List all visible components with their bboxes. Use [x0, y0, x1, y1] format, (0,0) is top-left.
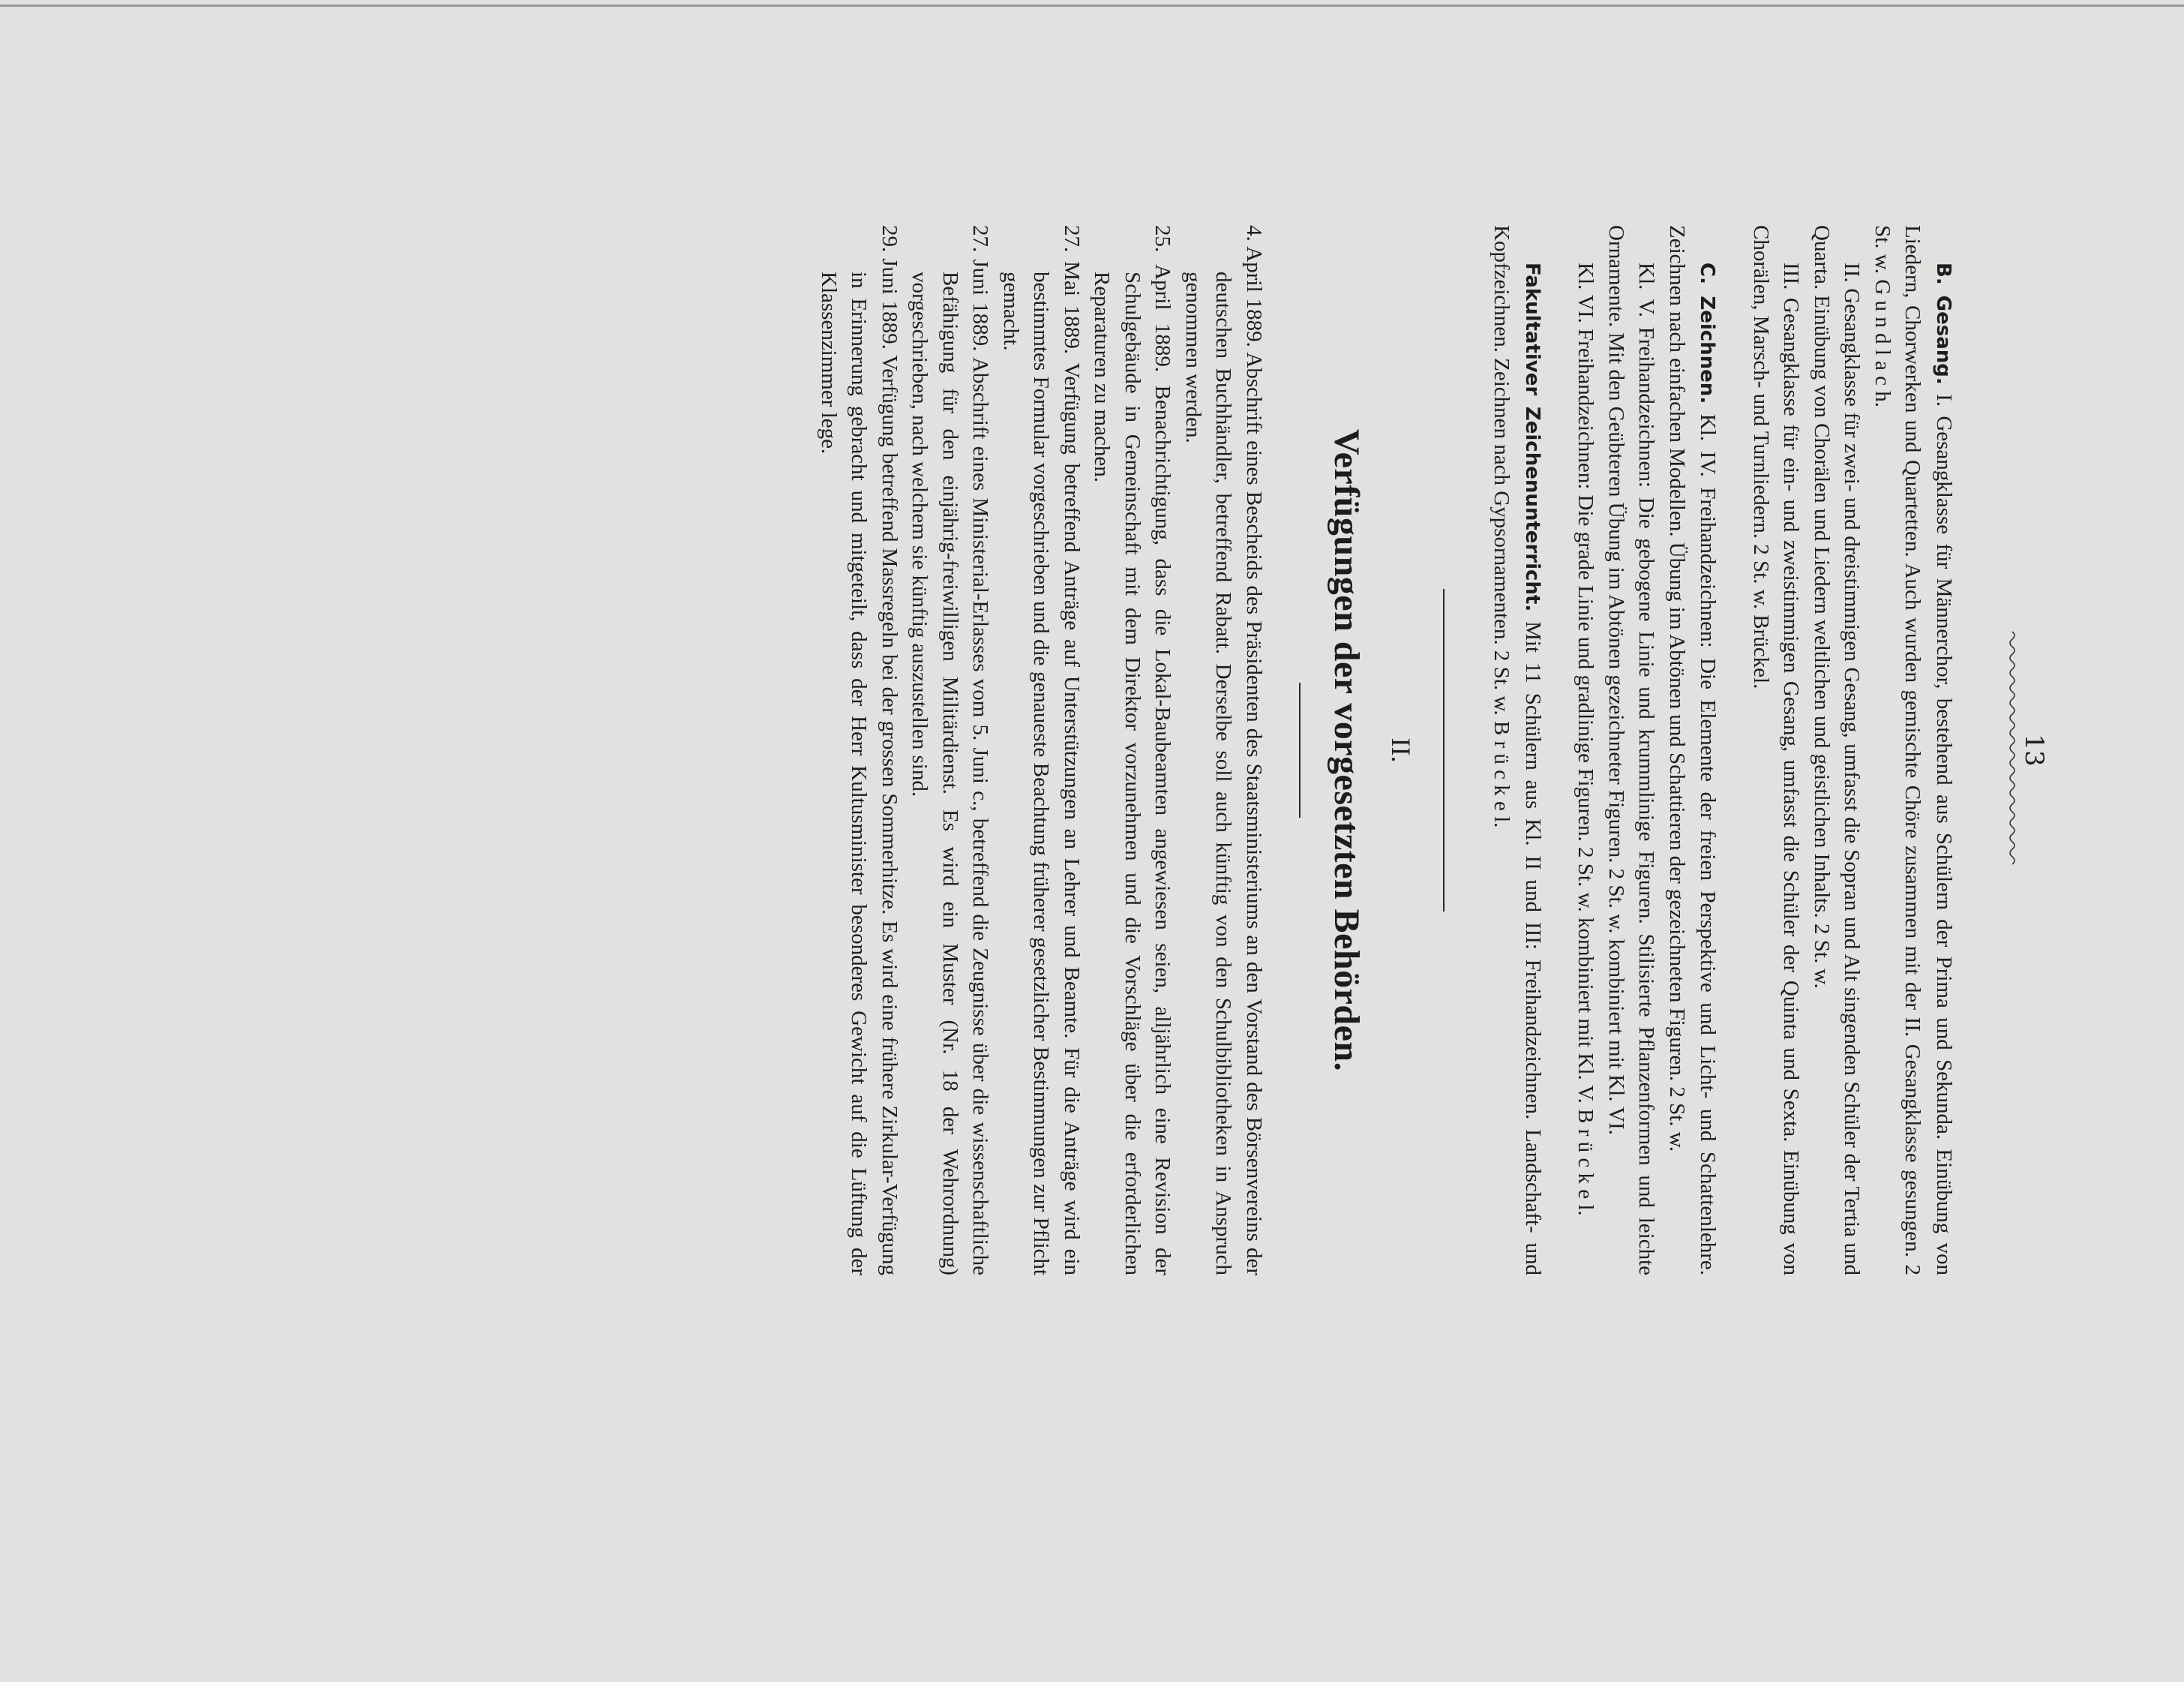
gesang-lead: B. Gesang.	[1932, 263, 1954, 385]
zeichnen-lead: C. Zeichnen.	[1696, 263, 1719, 404]
verfuegung-text: Benachrichtigung, dass die Lokal-Baubeamten angewiesen seien, alljährlich eine Revision der Schulgebäude in Gemeinschaft mit dem Direktor vorzunehmen und die Vorschläge über die erforderlichen Reparaturen zu machen.	[1090, 272, 1175, 1275]
gesang-paragraph-2: II. Gesangklasse für zwei- und dreistimmigen Gesang, umfasst die Sopran und Alt singenden Schüler der Tertia und Quarta. Einübung von Chorälen und Liedern weltlichen und geistlichen Inhalts. 2 St. w.	[1810, 225, 1864, 1275]
fakultativ-lead: Fakultativer Zeichenunterricht.	[1521, 263, 1544, 612]
ornamental-squiggle-rule	[2007, 630, 2018, 870]
zeichnen-paragraph-2: Kl. V. Freihandzeichnen: Die gebogene Linie und krummlinige Figuren. Stilisierte Pflanzenformen und leichte Ornamente. Mit den Geübteren Übung im Abtönen gezeichneter Figuren. 2 St. w. kombiniert mit Kl. VI.	[1604, 225, 1659, 1275]
verfuegung-text: Verfügung betreffend Massregeln bei der grossen Sommerhitze. Es wird eine frühere Zirkular-Verfügung in Erinnerung gebracht und mitgeteilt, dass der Herr Kultusminister besonderes Gewicht auf die Lüftung der Klassenzimmer lege.	[817, 272, 902, 1275]
verfuegungen-list	[814, 225, 1270, 1275]
verfuegung-date: 29. Juni 1889.	[878, 225, 902, 350]
gesang-text-1: I. Gesangklasse für Männerchor, bestehend aus Schülern der Prima und Sekunda. Einübung von Liedern, Chorwerken und Quartetten. Auch wurden gemischte Chöre zusammen mit der II. Gesangklasse gesungen. 2 St. w. G u n d l a c h.	[1870, 225, 1956, 1276]
verfuegung-text: Abschrift eines Bescheids des Präsidenten des Staatsministeriums an den Vorstand des Börsenvereins der deutschen Buchhändler, betreffend Rabatt. Derselbe soll auch künftig von den Schulbibliotheken in Anspruch genommen werden.	[1181, 272, 1266, 1275]
spacer	[1548, 225, 1570, 1275]
section-numeral: II.	[1386, 737, 1416, 763]
gesang-paragraph-3: III. Gesangklasse für ein- und zweistimmigen Gesang, umfasst die Schüler der Quinta und Sexta. Einübung von Chorälen, Marsch- und Turnliedern. 2 St. w. Brückel.	[1749, 225, 1804, 1275]
zeichnen-text-1: Kl. IV. Freihandzeichnen: Die Elemente der freien Perspektive und Licht- und Schattenlehre. Zeichnen nach einfachen Modellen. Übung im Abtönen und Schattieren der gezeichneten Figuren. 2 St. w.	[1665, 225, 1720, 1275]
fakultativ-text: Mit 11 Schülern aus Kl. II und III: Freihandzeichnen. Landschaft- und Kopfzeichnen. Zeichnen nach Gypsornamenten. 2 St. w. B r ü c k e l.	[1490, 225, 1545, 1275]
section-divider-long	[1443, 589, 1444, 912]
page-number: 13	[2019, 734, 2049, 767]
section-zeichnen	[1570, 225, 1724, 1275]
section-fakultativ	[1486, 225, 1548, 1275]
verfuegung-date: 27. Mai 1889.	[1060, 225, 1084, 355]
page-body	[814, 225, 1960, 1275]
zeichnen-paragraph-3: Kl. VI. Freihandzeichnen: Die grade Linie und gradlinige Figuren. 2 St. w. kombiniert mit Kl. V. B r ü c k e l.	[1574, 263, 1598, 1216]
verfuegung-entry	[1178, 225, 1270, 1275]
verfuegung-text: Verfügung betreffend Anträge auf Unterstützungen an Lehrer und Beamte. Für die Anträge wird ein bestimmtes Formular vorgeschrieben und die genaueste Beachtung früherer gesetzlicher Bestimmungen zur Pflicht gemacht.	[999, 272, 1084, 1276]
zeichnen-paragraph-1	[1662, 225, 1724, 1275]
section-gesang	[1746, 225, 1960, 1275]
verfuegung-entry	[996, 225, 1088, 1275]
verfuegung-entry	[814, 225, 905, 1275]
spacer	[1724, 225, 1746, 1275]
verfuegung-date: 4. April 1889.	[1242, 225, 1266, 347]
verfuegung-date: 25. April 1889.	[1150, 225, 1175, 373]
verfuegung-text: Abschrift eines Ministerial-Erlasses vom 5. Juni c., betreffend die Zeugnisse über die wissenschaftliche Befähigung für den einjährig-freiwilligen Militärdienst. Es wird ein Muster (Nr. 18 der Wehrordnung) vorgeschrieben, nach welchem sie künftig auszustellen sind.	[908, 272, 993, 1276]
section-heading: Verfügungen der vorgesetzten Behörden.	[1327, 428, 1366, 1072]
verfuegung-date: 27. Juni 1889.	[968, 225, 993, 352]
page-header	[2007, 0, 2049, 1500]
gesang-paragraph-1	[1868, 225, 1960, 1275]
fakultativ-paragraph	[1486, 225, 1548, 1275]
verfuegung-entry	[1087, 225, 1178, 1275]
section-divider-short	[1299, 683, 1300, 818]
verfuegung-entry	[904, 225, 996, 1275]
